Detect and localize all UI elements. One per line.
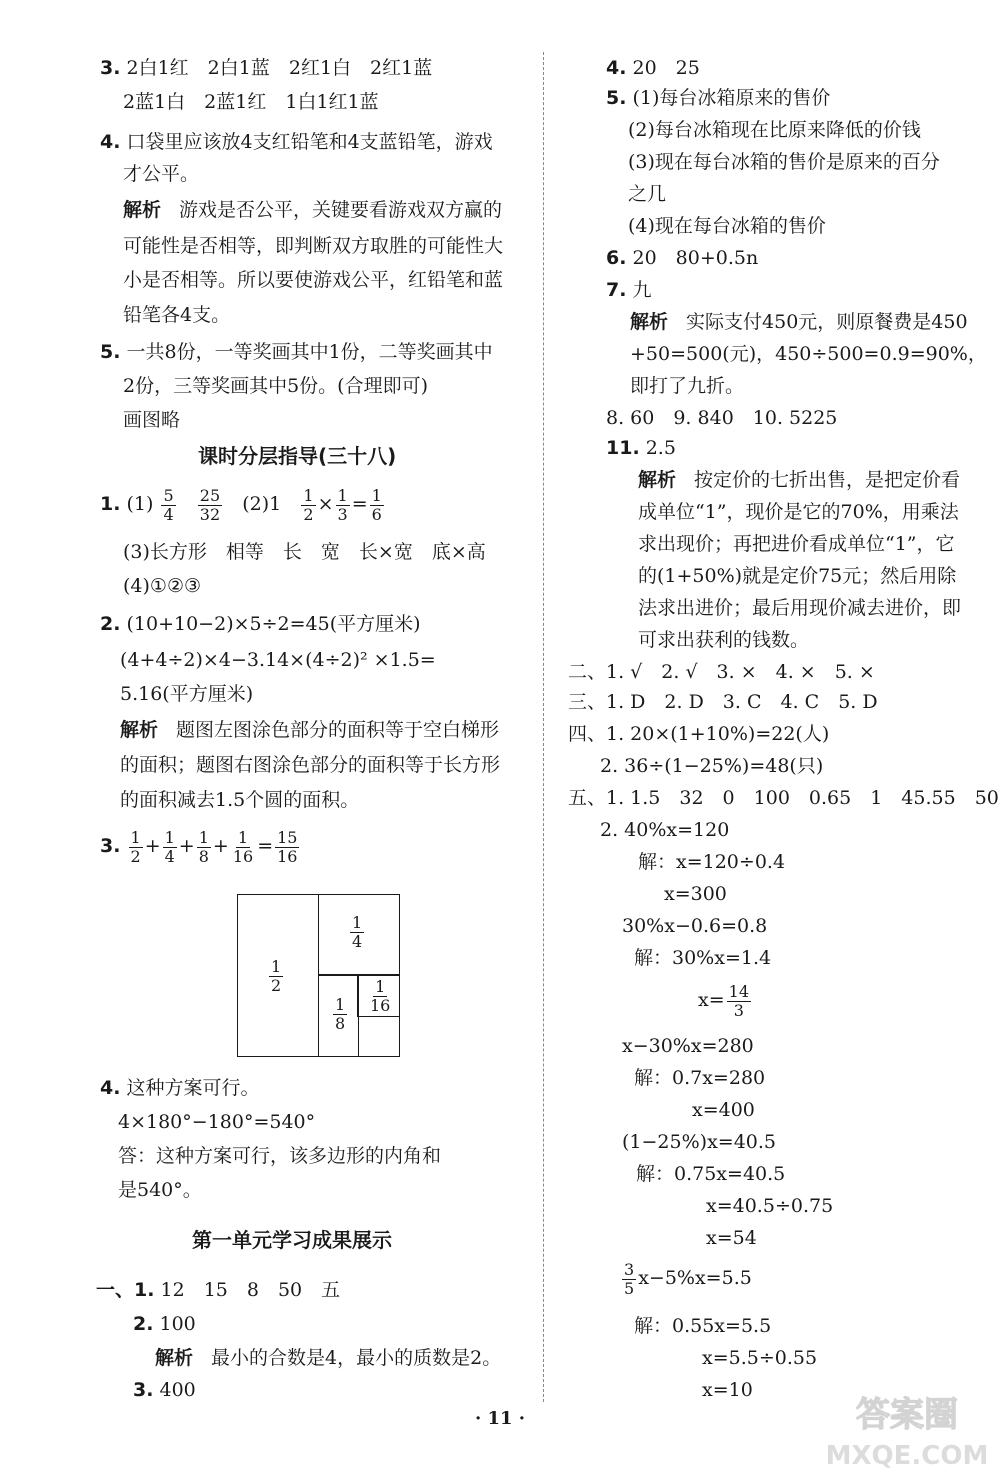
analysis-label: 解析: [155, 1347, 194, 1369]
analysis-label: 解析: [120, 719, 159, 741]
r-analysis-11-6: 可求出获利的钱数。: [638, 629, 810, 651]
column-divider: [543, 52, 544, 1402]
r-analysis-11-4: 的(1+50%)就是定价75元；然后用除: [638, 565, 957, 587]
equation-line: 解：0.7x=280: [634, 1067, 766, 1089]
answer-5-cont: 2份，三等奖画其中5份。(合理即可): [123, 375, 429, 397]
part-4-answer-1: 四、1. 20×(1+10%)=22(人): [568, 723, 830, 745]
analysis-2-line3: 的面积减去1.5个圆的面积。: [120, 789, 360, 811]
answer-4: 4. 口袋里应该放4支红铅笔和4支蓝铅笔，游戏: [100, 131, 493, 153]
s1-answer-4-d: 是540°。: [118, 1179, 202, 1201]
equation-line: x=10: [702, 1379, 753, 1401]
s1-answer-4-c: 答：这种方案可行，该多边形的内角和: [118, 1145, 442, 1167]
answer-3-cont: 2蓝1白 2蓝1红 1白1红1蓝: [123, 91, 379, 113]
section-title-unit1: 第一单元学习成果展示: [192, 1228, 392, 1252]
r-analysis-11-1: 解析 按定价的七折出售，是把定价看: [638, 469, 961, 491]
s1-answer-2-c: 5.16(平方厘米): [120, 683, 254, 705]
fraction: $\frac{1}{16}$: [232, 827, 254, 866]
r-analysis-7-1: 解析 实际支付450元，则原餐费是450: [630, 311, 968, 333]
fraction: $\frac{1}{2}$: [303, 485, 314, 524]
r-answer-6: 6. 20 80+0.5n: [606, 247, 759, 269]
s1-answer-1-4: (4)①②③: [123, 575, 202, 597]
s1-answer-1-3: (3)长方形 相等 长 宽 长×宽 底×高: [123, 541, 486, 563]
r-analysis-7-3: 即打了九折。: [630, 375, 745, 397]
fraction: $\frac{25}{32}$: [199, 485, 221, 524]
watermark-text-1: 答案圈: [856, 1395, 958, 1435]
s1-answer-4-b: 4×180°−180°=540°: [118, 1111, 316, 1133]
equation-line: 解：0.55x=5.5: [634, 1315, 772, 1337]
fraction: $\frac{1}{6}$: [371, 485, 382, 524]
equation-line: 解：x=120÷0.4: [638, 851, 786, 873]
s1-answer-4: 4. 这种方案可行。: [100, 1077, 260, 1099]
equation-line: x=40.5÷0.75: [706, 1195, 834, 1217]
unit-answer-3: 3. 400: [133, 1379, 196, 1401]
answer-4-cont: 才公平。: [123, 163, 200, 185]
fraction: $\frac{14}{3}$: [728, 981, 749, 1020]
fraction-area-diagram: [237, 894, 400, 1057]
r-answer-5-3: (3)现在每台冰箱的售价是原来的百分: [628, 151, 940, 173]
answer-5-note: 画图略: [123, 409, 181, 431]
r-analysis-11-5: 法求出进价；最后用现价减去进价，即: [638, 597, 962, 619]
r-analysis-7-2: +50=500(元)，450÷500=0.9=90%，: [630, 343, 987, 365]
fraction: $\frac{1}{4}$: [164, 827, 175, 866]
analysis-label: 解析: [630, 311, 669, 333]
part-5-answer-2: 2. 40%x=120: [600, 819, 730, 841]
analysis-4-line4: 铅笔各4支。: [123, 304, 231, 326]
r-answer-5-4: (4)现在每台冰箱的售价: [628, 215, 826, 237]
fraction: $\frac{15}{16}$: [277, 827, 298, 866]
unit-analysis-2: 解析 最小的合数是4，最小的质数是2。: [155, 1347, 502, 1369]
r-answers-8-10: 8. 60 9. 840 10. 5225: [606, 407, 838, 429]
s1-answer-1: 1. (1) $\frac{5}{4}$ $\frac{25}{32}$ (2)1 $\frac{1}{2}$ × $\frac{1}{3}$ = $\frac{1}{6}$: [100, 485, 382, 524]
part-2-answers: 二、1. √ 2. √ 3. × 4. × 5. ×: [568, 661, 875, 683]
analysis-4-line3: 小是否相等。所以要使游戏公平，红铅笔和蓝: [123, 269, 504, 291]
equation-line: 30%x−0.6=0.8: [622, 915, 768, 937]
fraction: $\frac{3}{5}$: [624, 1259, 635, 1298]
equation-line: 解：30%x=1.4: [634, 947, 772, 969]
section-title-38: 课时分层指导(三十八): [198, 444, 397, 468]
equation-line: x=54: [706, 1227, 757, 1249]
diagram-label-sixteenth: $\frac{1}{16}$: [370, 977, 391, 1015]
fraction: $\frac{1}{8}$: [198, 827, 209, 866]
equation-line: x−30%x=280: [622, 1035, 754, 1057]
part-4-answer-2: 2. 36÷(1−25%)=48(只): [600, 755, 824, 777]
r-answer-5: 5. (1)每台冰箱原来的售价: [606, 87, 831, 109]
r-answer-5-3b: 之几: [628, 183, 667, 205]
s1-answer-2-b: (4+4÷2)×4−3.14×(4÷2)² ×1.5=: [120, 649, 436, 671]
part-5-answer-1: 五、1. 1.5 32 0 100 0.65 1 45.55 50: [568, 787, 999, 809]
s1-answer-2: 2. (10+10−2)×5÷2=45(平方厘米): [100, 613, 421, 635]
page-number: · 11 ·: [474, 1408, 526, 1429]
r-answer-5-2: (2)每台冰箱现在比原来降低的价钱: [628, 119, 921, 141]
equation-line: x= $\frac{14}{3}$: [698, 981, 749, 1020]
analysis-2-line1: 解析 题图左图涂色部分的面积等于空白梯形: [120, 719, 500, 741]
r-answer-4: 4. 20 25: [606, 57, 700, 79]
s1-answer-3: 3. $\frac{1}{2}$ + $\frac{1}{4}$ + $\frac{1}{8}$ + $\frac{1}{16}$ = $\frac{15}{16}$: [100, 827, 298, 866]
answer-3: 3. 2白1红 2白1蓝 2红1白 2红1蓝: [100, 57, 433, 79]
equation-line: x=300: [664, 883, 727, 905]
fraction: $\frac{5}{4}$: [163, 485, 174, 524]
diagram-label-half: $\frac{1}{2}$: [271, 957, 282, 995]
watermark-text-2: MXQE.COM: [825, 1441, 989, 1471]
part-3-answers: 三、1. D 2. D 3. C 4. C 5. D: [568, 691, 878, 713]
fraction: $\frac{1}{2}$: [130, 827, 141, 866]
analysis-2-line2: 的面积；题图右图涂色部分的面积等于长方形: [120, 754, 501, 776]
unit-answer-2: 2. 100: [133, 1313, 196, 1335]
analysis-label: 解析: [638, 469, 677, 491]
analysis-label: 解析: [123, 199, 162, 221]
r-analysis-11-2: 成单位“1”，现价是它的70%，用乘法: [638, 501, 959, 523]
analysis-4-line2: 可能性是否相等，即判断双方取胜的可能性大: [123, 235, 504, 257]
r-answer-7: 7. 九: [606, 279, 652, 301]
equation-line: 解：0.75x=40.5: [636, 1163, 786, 1185]
equation-line: $\frac{3}{5}$ x−5%x=5.5: [624, 1259, 752, 1298]
diagram-label-quarter: $\frac{1}{4}$: [352, 913, 363, 951]
diagram-label-eighth: $\frac{1}{8}$: [335, 995, 346, 1033]
equation-line: (1−25%)x=40.5: [622, 1131, 777, 1153]
unit-answer-1: 一、1. 12 15 8 50 五: [96, 1279, 341, 1301]
r-answer-11: 11. 2.5: [606, 437, 676, 459]
r-analysis-11-3: 求出现价；再把进价看成单位“1”，它: [638, 533, 955, 555]
fraction: $\frac{1}{3}$: [337, 485, 348, 524]
answer-5: 5. 一共8份，一等奖画其中1份，二等奖画其中: [100, 341, 493, 363]
watermark-logo: [822, 1386, 992, 1472]
equation-line: x=5.5÷0.55: [702, 1347, 818, 1369]
equation-line: x=400: [692, 1099, 755, 1121]
analysis-4-line1: 解析 游戏是否公平，关键要看游戏双方赢的: [123, 199, 503, 221]
